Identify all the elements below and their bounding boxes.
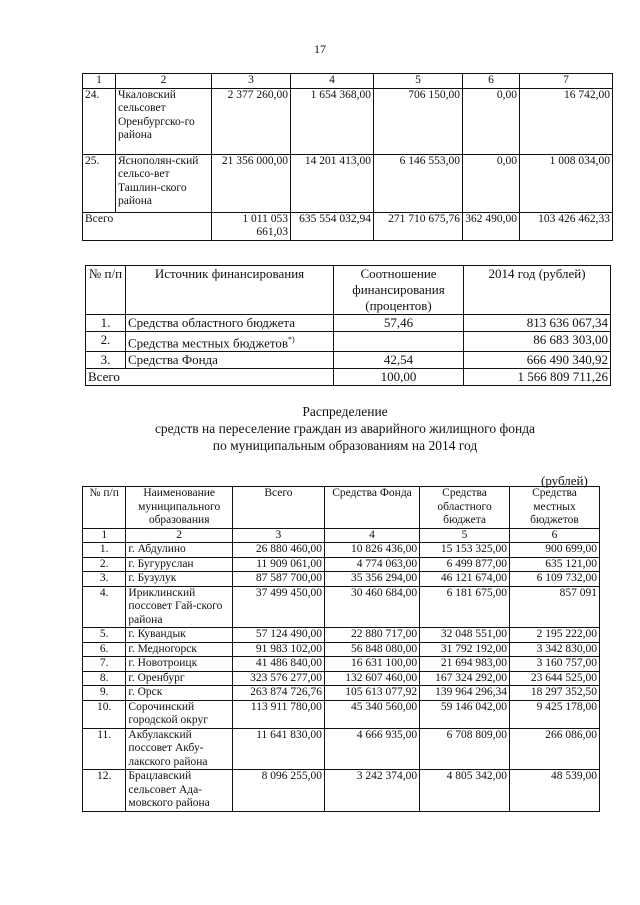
row-number: 9. xyxy=(83,686,126,701)
municipality-name: г. Бузулук xyxy=(126,572,233,587)
table-row xyxy=(83,770,600,812)
column-number: 4 xyxy=(324,528,419,543)
fund-value: 56 848 080,00 xyxy=(324,642,419,657)
fund-value: 105 613 077,92 xyxy=(324,686,419,701)
table-row xyxy=(83,154,613,212)
regional-value: 167 324 292,00 xyxy=(420,671,510,686)
amount-value: 666 490 340,92 xyxy=(464,352,611,369)
source-label: Средства местных бюджетов xyxy=(128,335,289,351)
cell-value: 21 356 000,00 xyxy=(212,154,291,212)
fund-value: 4 666 935,00 xyxy=(324,728,419,770)
municipality-name: г. Кувандык xyxy=(126,628,233,643)
row-number: 3. xyxy=(86,352,126,369)
ratio-value xyxy=(334,332,464,352)
ratio-value: 57,46 xyxy=(334,315,464,332)
source-name xyxy=(126,332,334,352)
table-row xyxy=(83,728,600,770)
local-value: 3 342 830,00 xyxy=(510,642,600,657)
regional-value: 46 121 674,00 xyxy=(420,572,510,587)
header-regional: Средства областного бюджета xyxy=(420,487,510,529)
row-number: 10. xyxy=(83,700,126,728)
row-number: 2. xyxy=(83,557,126,572)
total-value: 362 490,00 xyxy=(463,212,520,240)
total-row xyxy=(86,369,611,386)
local-value: 266 086,00 xyxy=(510,728,600,770)
cell-value: 1 008 034,00 xyxy=(520,154,613,212)
regional-value: 6 708 809,00 xyxy=(420,728,510,770)
total-value: 8 096 255,00 xyxy=(232,770,324,812)
header-total: Всего xyxy=(232,487,324,529)
cell-value: 2 377 260,00 xyxy=(212,88,291,154)
fund-value: 132 607 460,00 xyxy=(324,671,419,686)
header-ratio: Соотношение финансирования (процентов) xyxy=(334,266,464,315)
amount-value: 813 636 067,34 xyxy=(464,315,611,332)
fund-value: 3 242 374,00 xyxy=(324,770,419,812)
ratio-value: 42,54 xyxy=(334,352,464,369)
row-number: 3. xyxy=(83,572,126,587)
local-value: 18 297 352,50 xyxy=(510,686,600,701)
table-row xyxy=(83,628,600,643)
municipality-name: г. Оренбург xyxy=(126,671,233,686)
row-number: 1. xyxy=(83,543,126,558)
table-row xyxy=(83,671,600,686)
column-number: 3 xyxy=(212,74,291,89)
header-row xyxy=(83,487,600,529)
row-number: 24. xyxy=(83,88,116,154)
regional-value: 21 694 983,00 xyxy=(420,657,510,672)
column-number-row xyxy=(83,528,600,543)
column-number: 2 xyxy=(116,74,212,89)
total-value: 263 874 726,76 xyxy=(232,686,324,701)
total-value: 91 983 102,00 xyxy=(232,642,324,657)
municipality-name: Чкаловский сельсовет Оренбургско-го района xyxy=(116,88,212,154)
row-number: 2. xyxy=(86,332,126,352)
local-value: 900 699,00 xyxy=(510,543,600,558)
title-line: средств на переселение граждан из аварийного жилищного фонда xyxy=(154,421,536,436)
total-ratio: 100,00 xyxy=(334,369,464,386)
table-row xyxy=(83,88,613,154)
row-number: 7. xyxy=(83,657,126,672)
row-number: 6. xyxy=(83,642,126,657)
column-number: 5 xyxy=(374,74,463,89)
municipality-name: Сорочинский городской округ xyxy=(126,700,233,728)
distribution-table xyxy=(82,486,600,812)
table-row xyxy=(83,686,600,701)
regional-value: 15 153 325,00 xyxy=(420,543,510,558)
regional-value: 6 181 675,00 xyxy=(420,586,510,628)
total-value: 103 426 462,33 xyxy=(520,212,613,240)
row-number: 4. xyxy=(83,586,126,628)
table-row xyxy=(86,332,611,352)
local-value: 635 121,00 xyxy=(510,557,600,572)
cell-value: 16 742,00 xyxy=(520,88,613,154)
fund-value: 16 631 100,00 xyxy=(324,657,419,672)
column-number: 6 xyxy=(463,74,520,89)
fund-value: 30 460 684,00 xyxy=(324,586,419,628)
table-row xyxy=(83,557,600,572)
source-label: Средства Фонда xyxy=(128,352,218,368)
cell-value: 6 146 553,00 xyxy=(374,154,463,212)
header-year: 2014 год (рублей) xyxy=(464,266,611,315)
table-row xyxy=(83,642,600,657)
title-line: по муниципальным образованиям на 2014 год xyxy=(212,438,478,453)
local-value: 3 160 757,00 xyxy=(510,657,600,672)
source-label: Средства областного бюджета xyxy=(128,315,296,330)
header-num: № п/п xyxy=(86,266,126,315)
cell-value: 1 654 368,00 xyxy=(291,88,374,154)
table-row xyxy=(83,572,600,587)
total-value: 271 710 675,76 xyxy=(374,212,463,240)
column-number: 4 xyxy=(291,74,374,89)
total-label: Всего xyxy=(86,369,334,386)
regional-value: 4 805 342,00 xyxy=(420,770,510,812)
municipality-name: Яснополян-ский сельсо-вет Ташлин-ского района xyxy=(116,154,212,212)
local-value: 2 195 222,00 xyxy=(510,628,600,643)
column-number-row xyxy=(83,74,613,89)
header-row xyxy=(86,266,611,315)
row-number: 1. xyxy=(86,315,126,332)
municipal-breakdown-table-continued xyxy=(82,73,613,241)
column-number: 3 xyxy=(232,528,324,543)
total-value: 113 911 780,00 xyxy=(232,700,324,728)
local-value: 23 644 525,00 xyxy=(510,671,600,686)
fund-value: 4 774 063,00 xyxy=(324,557,419,572)
local-value: 9 425 178,00 xyxy=(510,700,600,728)
table-row xyxy=(83,543,600,558)
municipality-name: г. Орск xyxy=(126,686,233,701)
units-label: (рублей) xyxy=(541,473,588,488)
municipality-name: г. Абдулино xyxy=(126,543,233,558)
total-value: 635 554 032,94 xyxy=(291,212,374,240)
fund-value: 22 880 717,00 xyxy=(324,628,419,643)
column-number: 1 xyxy=(83,74,116,89)
total-value: 57 124 490,00 xyxy=(232,628,324,643)
total-value: 87 587 700,00 xyxy=(232,572,324,587)
row-number: 12. xyxy=(83,770,126,812)
local-value: 48 539,00 xyxy=(510,770,600,812)
column-number: 7 xyxy=(520,74,613,89)
total-value: 26 880 460,00 xyxy=(232,543,324,558)
cell-value: 14 201 413,00 xyxy=(291,154,374,212)
source-name xyxy=(126,315,334,332)
total-value: 1 011 053 661,03 xyxy=(212,212,291,240)
header-local: Средства местных бюджетов xyxy=(510,487,600,529)
cell-value: 0,00 xyxy=(463,154,520,212)
regional-value: 32 048 551,00 xyxy=(420,628,510,643)
table-row xyxy=(83,586,600,628)
total-label: Всего xyxy=(83,212,212,240)
municipality-name: г. Бугуруслан xyxy=(126,557,233,572)
fund-value: 45 340 560,00 xyxy=(324,700,419,728)
municipality-name: Ириклинский поссовет Гай-ского района xyxy=(126,586,233,628)
table-row xyxy=(83,700,600,728)
regional-value: 6 499 877,00 xyxy=(420,557,510,572)
table-row xyxy=(86,315,611,332)
header-name: Наименование муниципального образования xyxy=(126,487,233,529)
municipality-name: Акбулакский поссовет Акбу-лакского района xyxy=(126,728,233,770)
row-number: 5. xyxy=(83,628,126,643)
row-number: 8. xyxy=(83,671,126,686)
municipality-name: г. Медногорск xyxy=(126,642,233,657)
column-number: 2 xyxy=(126,528,233,543)
row-number: 25. xyxy=(83,154,116,212)
column-number: 1 xyxy=(83,528,126,543)
row-number: 11. xyxy=(83,728,126,770)
page-number: 17 xyxy=(314,42,326,56)
total-value: 41 486 840,00 xyxy=(232,657,324,672)
local-value: 6 109 732,00 xyxy=(510,572,600,587)
regional-value: 31 792 192,00 xyxy=(420,642,510,657)
title-line: Распределение xyxy=(302,404,388,419)
total-value: 37 499 450,00 xyxy=(232,586,324,628)
source-name xyxy=(126,352,334,369)
total-value: 323 576 277,00 xyxy=(232,671,324,686)
total-value: 11 909 061,00 xyxy=(232,557,324,572)
cell-value: 706 150,00 xyxy=(374,88,463,154)
total-amount: 1 566 809 711,26 xyxy=(464,369,611,386)
header-source: Источник финансирования xyxy=(126,266,334,315)
total-value: 11 641 830,00 xyxy=(232,728,324,770)
fund-value: 10 826 436,00 xyxy=(324,543,419,558)
header-num: № п/п xyxy=(83,487,126,529)
table-row xyxy=(86,352,611,369)
fund-value: 35 356 294,00 xyxy=(324,572,419,587)
cell-value: 0,00 xyxy=(463,88,520,154)
column-number: 5 xyxy=(420,528,510,543)
local-value: 857 091 xyxy=(510,586,600,628)
regional-value: 59 146 042,00 xyxy=(420,700,510,728)
header-fund: Средства Фонда xyxy=(324,487,419,529)
municipality-name: г. Новотроицк xyxy=(126,657,233,672)
regional-value: 139 964 296,34 xyxy=(420,686,510,701)
distribution-title xyxy=(0,403,640,454)
amount-value: 86 683 303,00 xyxy=(464,332,611,352)
funding-sources-table xyxy=(85,265,611,386)
footnote-mark: *) xyxy=(288,335,295,344)
column-number: 6 xyxy=(510,528,600,543)
municipality-name: Брацлавский сельсовет Ада-мовского района xyxy=(126,770,233,812)
total-row xyxy=(83,212,613,240)
table-row xyxy=(83,657,600,672)
